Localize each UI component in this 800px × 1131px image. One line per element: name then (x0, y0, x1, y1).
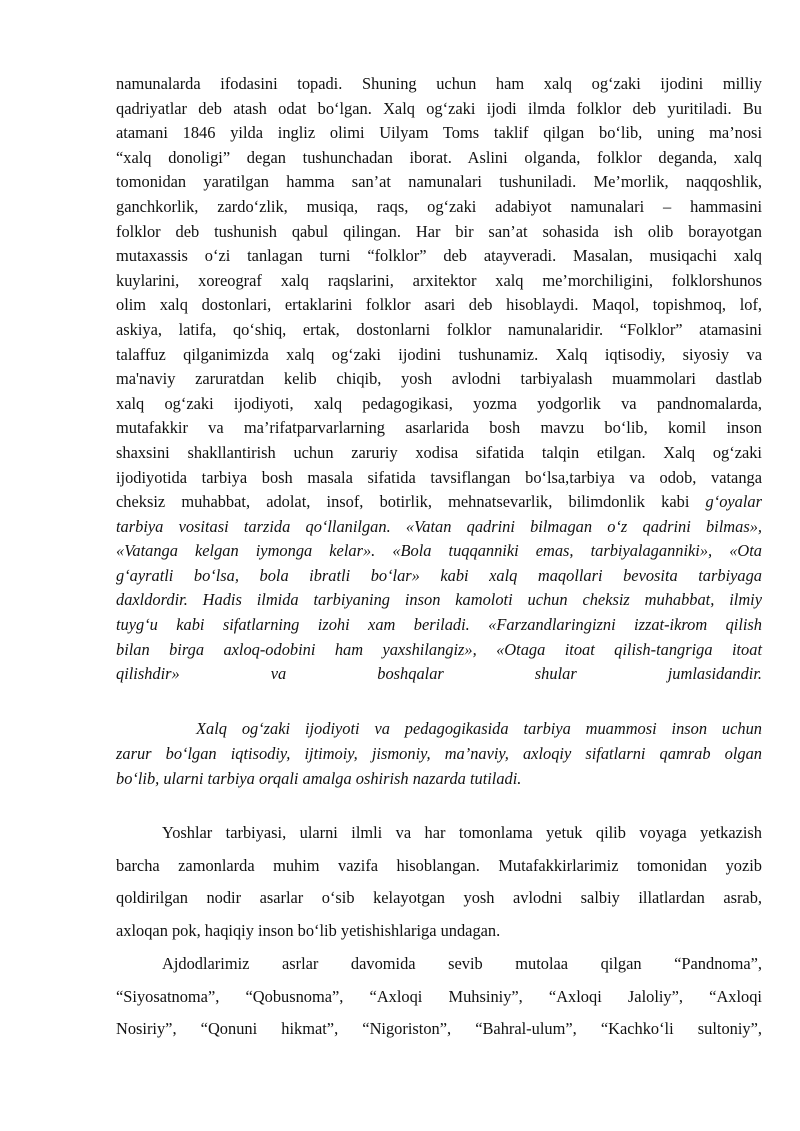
text-line: askiya, latifa, qo‘shiq, ertak, dostonlarni folklor namunalaridir. “Folklor” atamasini (116, 319, 762, 339)
text-line: Ajdodlarimiz asrlar davomida sevib mutolaa qilgan “Pandnoma”, (162, 954, 762, 973)
paragraph-folklor (116, 72, 762, 687)
text-line: qoldirilgan nodir asarlar o‘sib kelayotgan yosh avlodni salbiy illatlardan asrab, (116, 888, 762, 907)
text-line: mutafakkir va ma’rifatparvarlarning asarlarida bosh mavzu bo‘lib, komil inson (116, 418, 762, 438)
italic-line: qilishdir» va boshqalar shular jumlasidandir. (116, 664, 762, 684)
text-line: tomonidan yaratilgan hamma san’at namunalari tushuniladi. Me’morlik, naqqoshlik, (116, 172, 762, 192)
text-line: “xalq donoligi” degan tushunchadan iborat. Aslini olganda, folklor deganda, xalq (116, 147, 762, 167)
italic-line: «Vatanga kelgan iymonga kelar». «Bola tuqqanniki emas, tarbiyalaganniki», «Ota (116, 541, 762, 561)
italic-line: tuyg‘u kabi sifatlarning izohi xam beriladi. «Farzandlaringizni izzat-ikrom qilish (116, 615, 762, 635)
italic-segment: g‘oyalar (705, 492, 762, 512)
text-line: Yoshlar tarbiyasi, ularni ilmli va har tomonlama yetuk qilib voyaga yetkazish (162, 823, 762, 842)
text-line: barcha zamonlarda muhim vazifa hisoblangan. Mutafakkirlarimiz tomonidan yozib (116, 855, 762, 875)
text-line: qadriyatlar deb atash odat bo‘lgan. Xalq og‘zaki ijodi ilmda folklor deb yuritiladi. Bu (116, 98, 762, 118)
text-line: folklor deb tushunish qabul qilingan. Har bir san’at sohasida ish olib borayotgan (116, 221, 762, 241)
italic-line: bilan birga axloq-odobini ham yaxshilangiz», «Otaga itoat qilish-tangriga itoat (116, 639, 762, 659)
text-line: shaxsini shakllantirish uchun zaruriy xodisa sifatida talqin etilgan. Xalq og‘zaki (116, 442, 762, 462)
text-line: namunalarda ifodasini topadi. Shuning uchun ham xalq og‘zaki ijodini milliy (116, 74, 762, 93)
text-line: zarur bo‘lgan iqtisodiy, ijtimoiy, jismoniy, ma’naviy, axloqiy sifatlarni qamrab olgan (116, 743, 762, 763)
text-line: bo‘lib, ularni tarbiya orqali amalga oshirish nazarda tutiladi. (116, 768, 522, 788)
italic-line: g‘ayratli bo‘lsa, bola ibratli bo‘lar» kabi xalq maqollari bevosita tarbiyaga (116, 565, 762, 585)
italic-line: tarbiya vositasi tarzida qo‘llanilgan. «Vatan qadrini bilmagan o‘z qadrini bilmas», (116, 516, 762, 536)
text-line: Xalq og‘zaki ijodiyoti va pedagogikasida tarbiya muammosi inson uchun (196, 719, 762, 738)
text-line: “Siyosatnoma”, “Qobusnoma”, “Axloqi Muhsiniy”, “Axloqi Jaloliy”, “Axloqi (116, 986, 762, 1006)
text-line: xalq og‘zaki ijodiyoti, xalq pedagogikasi, yozma yodgorlik va pandnomalarda, (116, 393, 762, 413)
italic-line: daxldordir. Hadis ilmida tarbiyaning inson kamoloti uchun cheksiz muhabbat, ilmiy (116, 590, 762, 610)
paragraph-tarbiya-muammosi (116, 717, 762, 791)
text-segment: cheksiz muhabbat, adolat, insof, botirlik, mehnatsevarlik, bilimdonlik kabi (116, 492, 706, 512)
text-line: atamani 1846 yilda ingliz olimi Uilyam Toms taklif qilgan bo‘lib, uning ma’nosi (116, 123, 762, 143)
text-line (116, 490, 762, 515)
paragraph-yoshlar-tarbiyasi (116, 817, 762, 947)
text-line: ganchkorlik, zardo‘zlik, musiqa, raqs, og‘zaki adabiyot namunalari – hammasini (116, 196, 762, 216)
paragraph-ajdodlarimiz (116, 948, 762, 1046)
text-line: Nosiriy”, “Qonuni hikmat”, “Nigoriston”, “Bahral-ulum”, “Kachko‘li sultoniy”, (116, 1019, 762, 1038)
text-line: olim xalq dostonlari, ertaklarini folklor asari deb hisoblaydi. Maqol, topishmoq, lof, (116, 295, 762, 315)
text-line: axloqan pok, haqiqiy inson bo‘lib yetishishlariga undagan. (116, 920, 501, 940)
text-line: ijodiyotida tarbiya bosh masala sifatida tavsiflangan bo‘lsa,tarbiya va odob, vatanga (116, 467, 762, 487)
text-line: kuylarini, xoreograf xalq raqslarini, arxitektor xalq me’morchiligini, folklorshunos (116, 270, 762, 290)
text-line: ma'naviy zaruratdan kelib chiqib, yosh avlodni tarbiyalash muammolari dastlab (116, 369, 762, 389)
text-line: mutaxassis o‘zi tanlagan turni “folklor” deb atayveradi. Masalan, musiqachi xalq (116, 246, 762, 266)
text-line: talaffuz qilganimizda xalq og‘zaki ijodini tushunamiz. Xalq iqtisodiy, siyosiy va (116, 344, 762, 364)
